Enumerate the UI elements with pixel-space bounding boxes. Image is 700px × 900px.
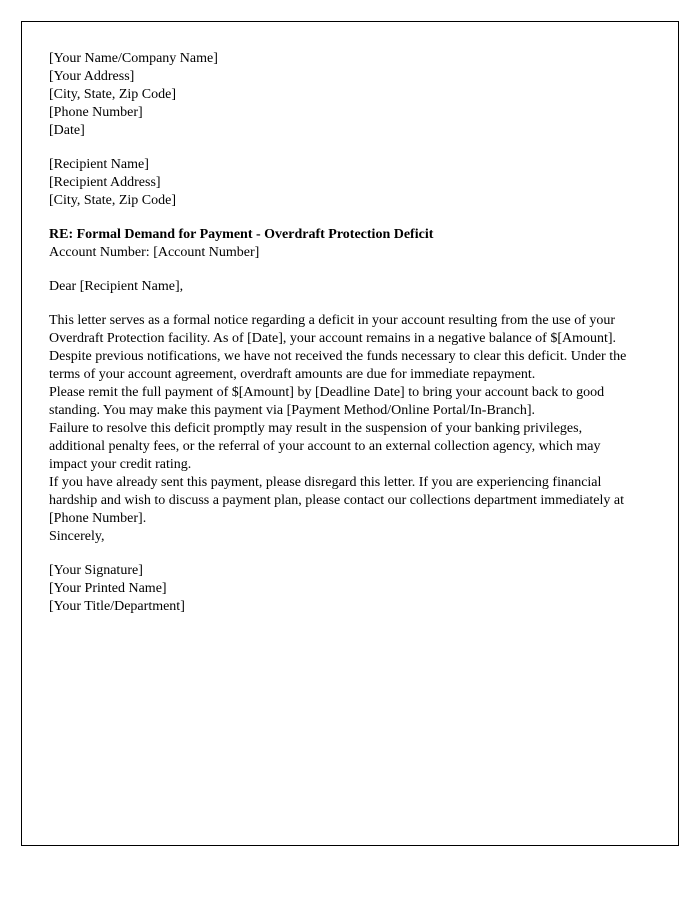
account-number-line: Account Number: [Account Number] (49, 245, 260, 260)
recipient-block (49, 156, 633, 210)
salutation: Dear [Recipient Name], (49, 279, 184, 294)
signature-block (49, 562, 633, 616)
title-department-line: [Your Title/Department] (49, 599, 185, 614)
sender-block (49, 50, 633, 140)
body-paragraph-1: This letter serves as a formal notice regarding a deficit in your account resulting from the use of your Overdraft Protection facility. As of [Date], your account remains in a negative balance of $[Amount]. (49, 313, 617, 346)
body-paragraph-5: If you have already sent this payment, please disregard this letter. If you are experiencing financial hardship and wish to discuss a payment plan, please contact our collections department immediately at [Phone Number]. (49, 475, 625, 526)
closing-block (49, 528, 633, 546)
sender-city-line: [City, State, Zip Code] (49, 87, 177, 102)
sender-name-line: [Your Name/Company Name] (49, 51, 218, 66)
closing-line: Sincerely, (49, 529, 105, 544)
body-paragraph-4: Failure to resolve this deficit promptly may result in the suspension of your banking privileges, additional penalty fees, or the referral of your account to an external collection agency, which may impact your credit rating. (49, 421, 601, 472)
printed-name-line: [Your Printed Name] (49, 581, 167, 596)
recipient-name-line: [Recipient Name] (49, 157, 149, 172)
letter-border-frame (21, 21, 679, 846)
signature-line: [Your Signature] (49, 563, 143, 578)
subject-block (49, 226, 633, 262)
salutation-block (49, 278, 633, 296)
sender-date-line: [Date] (49, 123, 85, 138)
subject-line: RE: Formal Demand for Payment - Overdraft Protection Deficit (49, 227, 434, 242)
body-paragraph-2: Despite previous notifications, we have not received the funds necessary to clear this deficit. Under the terms of your account agreement, overdraft amounts are due for immediate repayment. (49, 349, 627, 382)
recipient-address-line: [Recipient Address] (49, 175, 161, 190)
body-paragraph-3: Please remit the full payment of $[Amount] by [Deadline Date] to bring your account back to good standing. You may make this payment via [Payment Method/Online Portal/In-Branch]. (49, 385, 605, 418)
sender-address-line: [Your Address] (49, 69, 135, 84)
recipient-city-line: [City, State, Zip Code] (49, 193, 177, 208)
sender-phone-line: [Phone Number] (49, 105, 143, 120)
